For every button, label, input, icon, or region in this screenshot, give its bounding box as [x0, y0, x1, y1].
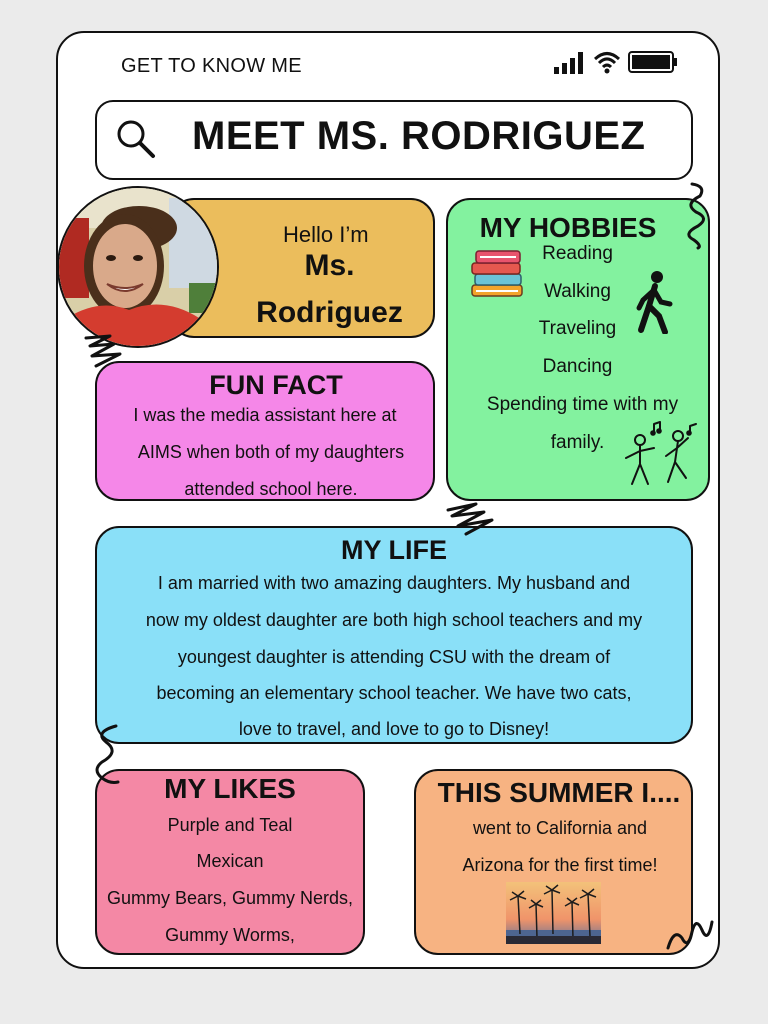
dancing-people-icon — [618, 418, 700, 490]
hobbies-title: MY HOBBIES — [479, 212, 657, 243]
my-life-line: I am married with two amazing daughters. My husband and — [157, 573, 631, 593]
hobby-item: Traveling — [538, 318, 617, 339]
fun-fact-line: I was the media assistant here at — [133, 405, 397, 425]
teacher-name — [232, 242, 427, 336]
my-life-title: MY LIFE — [340, 535, 447, 565]
fun-fact-line: AIMS when both of my daughters — [137, 442, 405, 462]
hobby-item: family. — [550, 432, 605, 453]
teacher-photo — [57, 186, 219, 348]
palm-trees-photo — [506, 882, 601, 944]
this-summer-title: THIS SUMMER I.... — [437, 777, 681, 808]
search-icon — [115, 118, 159, 162]
hobby-item: Dancing — [542, 356, 613, 377]
hobby-item: Spending time with my — [486, 394, 679, 415]
signal-icon — [553, 52, 585, 74]
wifi-icon — [593, 50, 621, 74]
walking-person-icon — [633, 270, 675, 334]
name-line-1: Ms. — [304, 249, 355, 282]
my-life-line: now my oldest daughter are both high school teachers and my — [145, 610, 643, 630]
fun-fact-title: FUN FACT — [209, 370, 343, 400]
squiggle-decoration — [444, 500, 500, 540]
battery-icon — [628, 51, 678, 73]
squiggle-decoration — [88, 722, 124, 790]
my-life-line: becoming an elementary school teacher. We have two cats, — [156, 683, 632, 703]
likes-item: Mexican — [196, 851, 264, 871]
hobby-item: Reading — [542, 243, 613, 264]
page-title: MEET MS. RODRIGUEZ — [192, 114, 646, 158]
hobby-item: Walking — [544, 281, 611, 302]
books-icon — [470, 247, 526, 299]
fun-fact-line: attended school here. — [184, 479, 358, 499]
summer-line: went to California and — [472, 818, 648, 838]
my-likes-title: MY LIKES — [164, 773, 296, 804]
likes-item: Gummy Bears, Gummy Nerds, — [106, 888, 354, 908]
likes-item: Gummy Worms, — [165, 925, 295, 945]
squiggle-decoration — [672, 180, 712, 250]
greeting-text: Hello I’m — [283, 222, 369, 247]
my-life-line: youngest daughter is attending CSU with the dream of — [177, 647, 611, 667]
squiggle-decoration — [664, 908, 716, 960]
status-bar-title: GET TO KNOW ME — [121, 55, 302, 77]
summer-line: Arizona for the first time! — [462, 855, 658, 875]
squiggle-decoration — [80, 330, 132, 372]
name-line-2: Rodriguez — [256, 296, 403, 329]
likes-item: Purple and Teal — [167, 815, 293, 835]
my-life-line: love to travel, and love to go to Disney! — [238, 719, 550, 739]
